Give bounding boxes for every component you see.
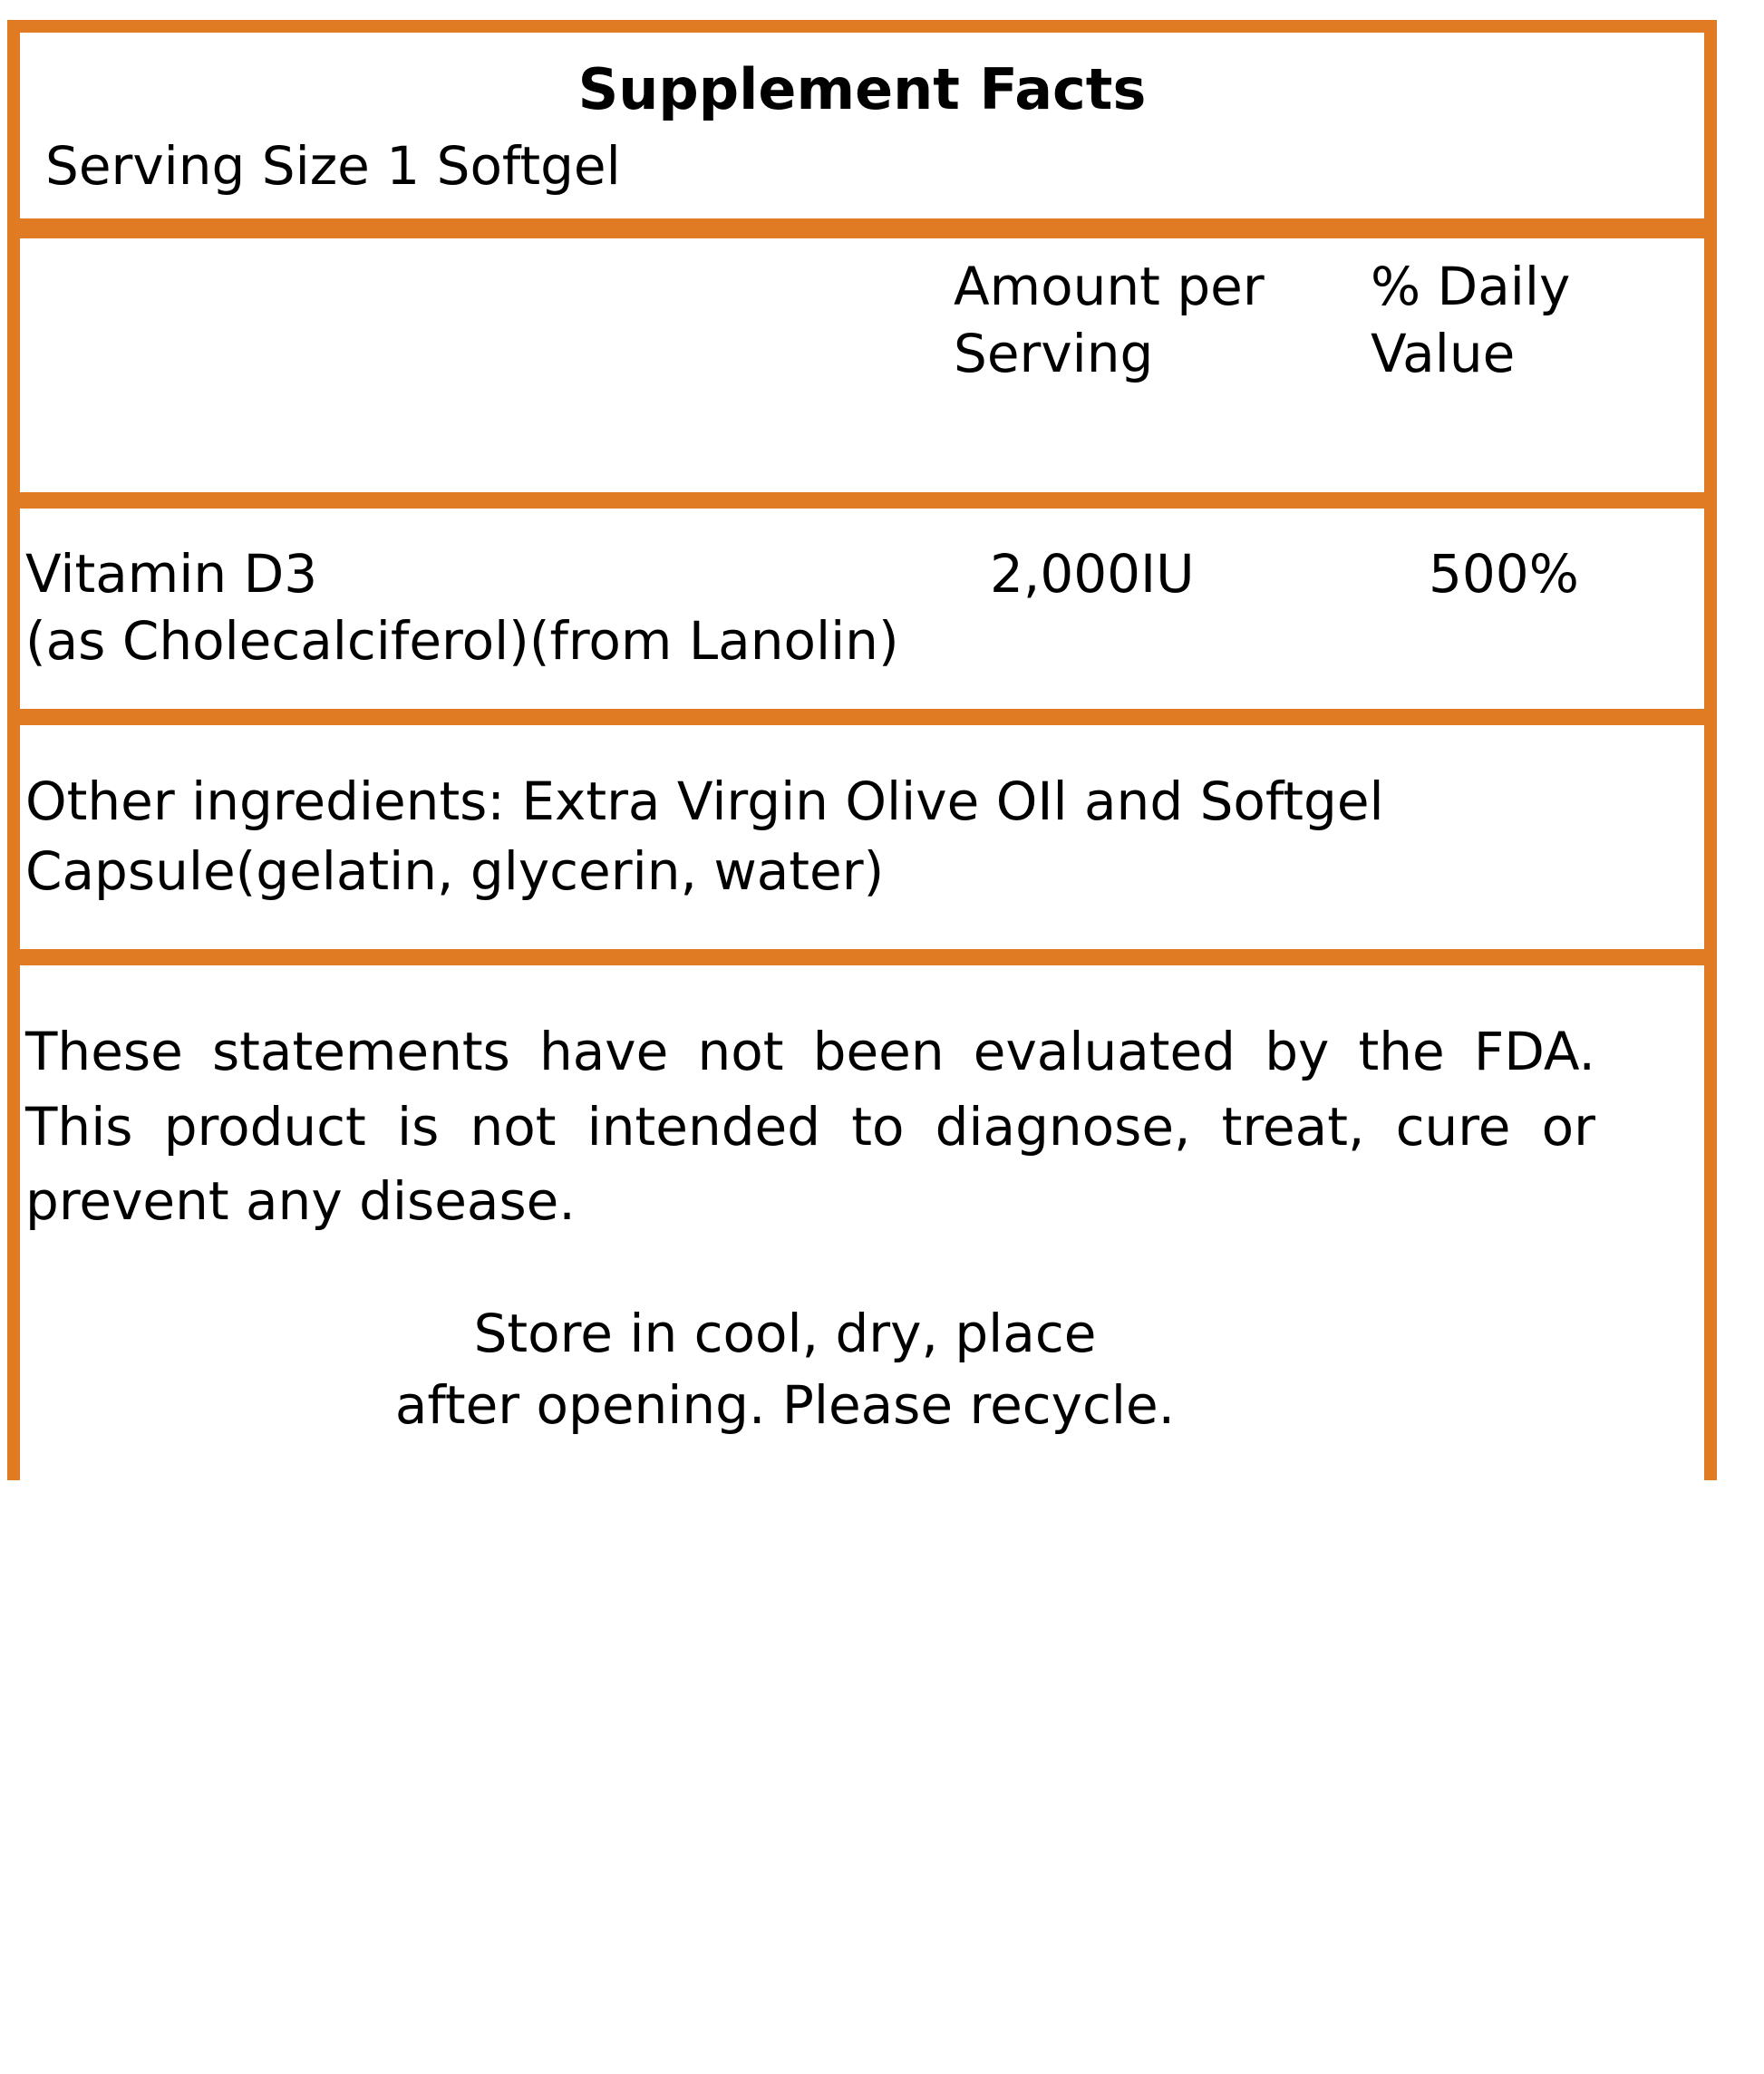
column-header-amount: Amount per Serving [954, 255, 1265, 384]
other-ingredients: Other ingredients: Extra Virgin Olive OIl and Softgel Capsule(gelatin, glycerin, water) [25, 770, 1384, 902]
column-header-daily-value: % Daily Value [1371, 255, 1571, 384]
storage-line-2: after opening. Please recycle. [394, 1373, 1176, 1436]
fda-disclaimer: These statements have not been evaluated by the FDA. This product is not intended to diagnose, treat, cure or prevent any disease. [25, 1021, 1595, 1233]
page-title: Supplement Facts [577, 56, 1147, 122]
nutrient-source: (as Cholecalciferol)(from Lanolin) [25, 609, 899, 672]
serving-size: Serving Size 1 Softgel [45, 135, 621, 198]
divider-after-nutrients [20, 709, 1704, 725]
divider-after-columns [20, 492, 1704, 509]
nutrient-daily-value: 500% [1429, 542, 1579, 605]
column-header-row [20, 238, 1704, 492]
supplement-facts-panel [7, 20, 1717, 1480]
divider-after-heading [20, 218, 1704, 238]
storage-line-1: Store in cool, dry, place [473, 1303, 1097, 1365]
nutrient-name: Vitamin D3 [25, 542, 318, 605]
storage-instructions [20, 1247, 1704, 1480]
nutrient-amount: 2,000IU [990, 542, 1195, 605]
table-row [20, 509, 1704, 710]
divider-after-other-ingredients [20, 949, 1704, 965]
